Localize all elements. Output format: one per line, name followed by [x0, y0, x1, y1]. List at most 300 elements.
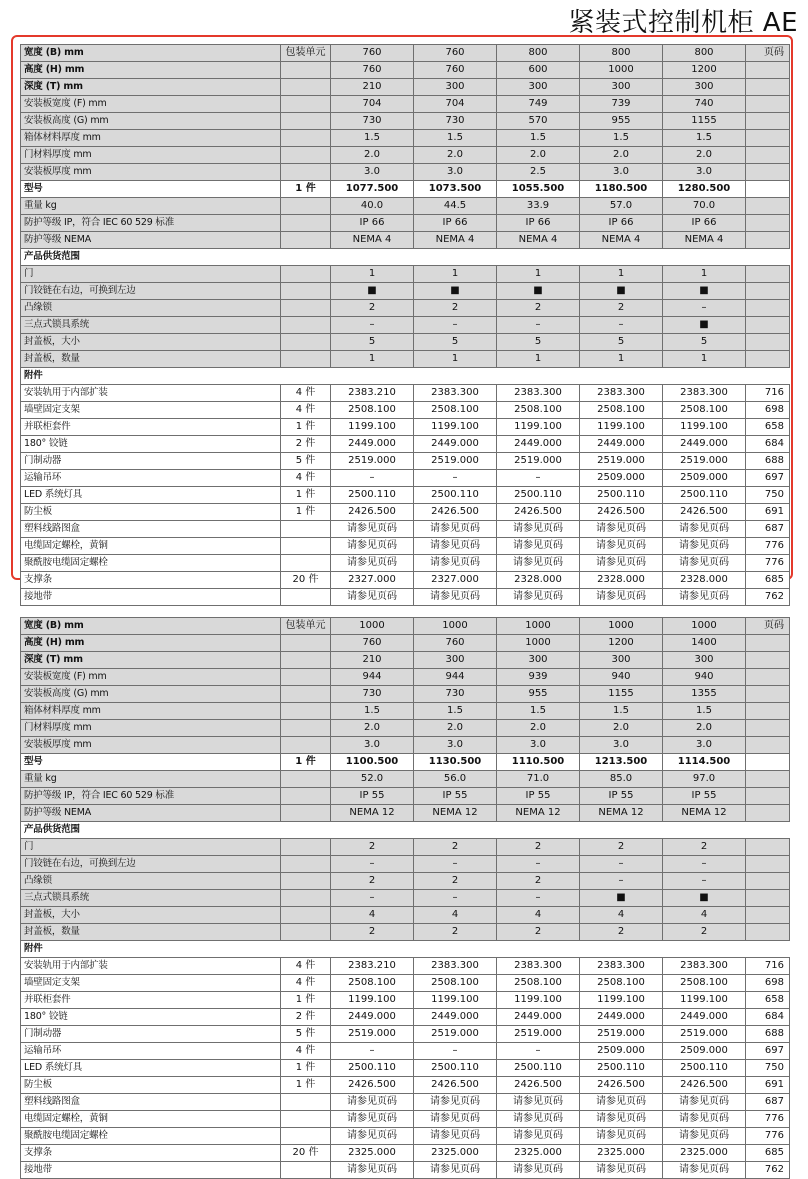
value-cell: 2426.500 — [580, 504, 663, 521]
value-cell: 请参见页码 — [497, 555, 580, 572]
value-cell: IP 55 — [331, 788, 414, 805]
page-ref-cell: 691 — [746, 504, 790, 521]
value-cell: 1100.500 — [331, 754, 414, 771]
scope-row — [21, 890, 790, 907]
empty-cell — [746, 249, 790, 266]
page-ref-cell — [746, 164, 790, 181]
value-cell: 请参见页码 — [663, 589, 746, 606]
value-cell: 760 — [331, 62, 414, 79]
value-cell: 2500.110 — [580, 487, 663, 504]
value-cell: 2500.110 — [331, 487, 414, 504]
value-cell: – — [580, 856, 663, 873]
value-cell: ■ — [663, 317, 746, 334]
value-cell: 2508.100 — [663, 975, 746, 992]
value-cell: 2449.000 — [331, 436, 414, 453]
info-row — [21, 788, 790, 805]
value-cell: NEMA 4 — [497, 232, 580, 249]
packing-unit-cell: 5 件 — [281, 1026, 331, 1043]
scope-section-title: 产品供货范围 — [21, 249, 281, 266]
page-ref-cell — [746, 147, 790, 164]
page-ref-cell: 685 — [746, 1145, 790, 1162]
value-cell: IP 55 — [414, 788, 497, 805]
value-cell: – — [580, 873, 663, 890]
value-cell: 44.5 — [414, 198, 497, 215]
row-label: 支撑条 — [21, 572, 281, 589]
row-label: 防护等级 NEMA — [21, 805, 281, 822]
scope-section-title: 产品供货范围 — [21, 822, 281, 839]
value-cell: 730 — [331, 686, 414, 703]
dimension-row — [21, 669, 790, 686]
packing-unit-cell — [281, 589, 331, 606]
value-cell: 71.0 — [497, 771, 580, 788]
accessories-section-title: 附件 — [21, 941, 281, 958]
value-cell: – — [414, 856, 497, 873]
value-cell: 请参见页码 — [663, 1162, 746, 1179]
value-cell: NEMA 4 — [663, 232, 746, 249]
dimension-row — [21, 96, 790, 113]
value-cell: 940 — [663, 669, 746, 686]
value-cell: 1114.500 — [663, 754, 746, 771]
packing-unit-cell — [281, 215, 331, 232]
value-cell: 1199.100 — [663, 992, 746, 1009]
value-cell: 请参见页码 — [414, 1094, 497, 1111]
value-cell: 2328.000 — [497, 572, 580, 589]
packing-unit-cell — [281, 79, 331, 96]
row-label: 180° 铰链 — [21, 436, 281, 453]
value-cell: 1055.500 — [497, 181, 580, 198]
value-cell: 1.5 — [414, 703, 497, 720]
row-label: 电缆固定螺栓，黄铜 — [21, 538, 281, 555]
value-cell: 5 — [331, 334, 414, 351]
scope-row — [21, 283, 790, 300]
empty-cell — [281, 822, 331, 839]
value-cell: 3.0 — [663, 164, 746, 181]
value-cell: 1.5 — [414, 130, 497, 147]
value-cell: 3.0 — [414, 164, 497, 181]
row-label: 安装板宽度 (F) mm — [21, 96, 281, 113]
packing-unit-cell — [281, 521, 331, 538]
value-cell: 1073.500 — [414, 181, 497, 198]
packing-unit-cell: 1 件 — [281, 1077, 331, 1094]
packing-unit-cell — [281, 538, 331, 555]
page-ref-cell — [746, 788, 790, 805]
value-cell: 1.5 — [580, 130, 663, 147]
row-label: 高度 (H) mm — [21, 62, 281, 79]
value-cell: 1000 — [580, 618, 663, 635]
info-row — [21, 215, 790, 232]
value-cell: 800 — [580, 45, 663, 62]
value-cell: 1000 — [414, 618, 497, 635]
value-cell: 2509.000 — [580, 470, 663, 487]
packing-unit-cell — [281, 686, 331, 703]
packing-unit-cell — [281, 788, 331, 805]
value-cell: 2509.000 — [663, 1043, 746, 1060]
empty-cell — [281, 941, 331, 958]
value-cell: – — [414, 317, 497, 334]
accessory-row — [21, 1094, 790, 1111]
dimension-row — [21, 79, 790, 96]
scope-row — [21, 873, 790, 890]
packing-unit-cell: 2 件 — [281, 1009, 331, 1026]
value-cell: NEMA 12 — [414, 805, 497, 822]
value-cell: 2508.100 — [331, 975, 414, 992]
value-cell: ■ — [331, 283, 414, 300]
value-cell: – — [414, 890, 497, 907]
value-cell: 请参见页码 — [331, 538, 414, 555]
dimension-row — [21, 720, 790, 737]
packing-unit-cell — [281, 113, 331, 130]
value-cell: 2519.000 — [331, 1026, 414, 1043]
scope-row — [21, 317, 790, 334]
value-cell: 939 — [497, 669, 580, 686]
value-cell: – — [663, 873, 746, 890]
row-label: 墙壁固定支架 — [21, 402, 281, 419]
value-cell: IP 66 — [497, 215, 580, 232]
value-cell: 2.5 — [497, 164, 580, 181]
dimension-row — [21, 737, 790, 754]
value-cell: – — [663, 300, 746, 317]
page-ref-cell — [746, 283, 790, 300]
row-label: 凸缘锁 — [21, 873, 281, 890]
value-cell: 请参见页码 — [331, 589, 414, 606]
value-cell: 300 — [663, 79, 746, 96]
value-cell: 3.0 — [663, 737, 746, 754]
packing-unit-cell — [281, 924, 331, 941]
page-ref-cell: 762 — [746, 589, 790, 606]
packing-unit-cell: 包装单元 — [281, 618, 331, 635]
value-cell: 3.0 — [414, 737, 497, 754]
value-cell: 2383.300 — [414, 385, 497, 402]
row-label: 防护等级 IP，符合 IEC 60 529 标准 — [21, 788, 281, 805]
value-cell: 1 — [331, 351, 414, 368]
page-ref-cell — [746, 113, 790, 130]
row-label: 安装轨用于内部扩装 — [21, 958, 281, 975]
page-ref-cell — [746, 181, 790, 198]
model-row — [21, 754, 790, 771]
value-cell: 2508.100 — [497, 975, 580, 992]
value-cell: 2383.210 — [331, 385, 414, 402]
value-cell: 740 — [663, 96, 746, 113]
page-ref-cell: 页码 — [746, 45, 790, 62]
page-ref-cell — [746, 686, 790, 703]
packing-unit-cell — [281, 856, 331, 873]
value-cell: – — [580, 317, 663, 334]
row-label: 墙壁固定支架 — [21, 975, 281, 992]
accessory-row — [21, 1009, 790, 1026]
page-ref-cell: 776 — [746, 538, 790, 555]
info-row — [21, 771, 790, 788]
accessory-row — [21, 487, 790, 504]
value-cell: IP 66 — [663, 215, 746, 232]
packing-unit-cell: 4 件 — [281, 385, 331, 402]
value-cell: NEMA 12 — [331, 805, 414, 822]
value-cell: 2509.000 — [663, 470, 746, 487]
row-label: 支撑条 — [21, 1145, 281, 1162]
value-cell: – — [331, 1043, 414, 1060]
value-cell: 3.0 — [580, 164, 663, 181]
value-cell: 3.0 — [497, 737, 580, 754]
value-cell: 1155 — [663, 113, 746, 130]
page-ref-cell: 698 — [746, 975, 790, 992]
value-cell: 70.0 — [663, 198, 746, 215]
scope-row — [21, 907, 790, 924]
empty-cell — [414, 822, 497, 839]
value-cell: 2383.300 — [414, 958, 497, 975]
value-cell: 请参见页码 — [580, 555, 663, 572]
row-label: 封盖板，数量 — [21, 351, 281, 368]
value-cell: IP 66 — [580, 215, 663, 232]
value-cell: 请参见页码 — [497, 1162, 580, 1179]
page-ref-cell — [746, 907, 790, 924]
value-cell: 请参见页码 — [497, 538, 580, 555]
info-row — [21, 805, 790, 822]
value-cell: 请参见页码 — [580, 1162, 663, 1179]
row-label: 宽度 (B) mm — [21, 45, 281, 62]
row-label: LED 系统灯具 — [21, 487, 281, 504]
value-cell: 760 — [414, 45, 497, 62]
value-cell: 944 — [331, 669, 414, 686]
accessory-row — [21, 521, 790, 538]
value-cell: 1199.100 — [331, 992, 414, 1009]
value-cell: 4 — [331, 907, 414, 924]
value-cell: IP 55 — [497, 788, 580, 805]
value-cell: 2426.500 — [497, 504, 580, 521]
value-cell: 请参见页码 — [580, 1094, 663, 1111]
row-label: 型号 — [21, 754, 281, 771]
value-cell: 2 — [414, 839, 497, 856]
row-label: 封盖板，大小 — [21, 334, 281, 351]
value-cell: 2449.000 — [331, 1009, 414, 1026]
accessory-row — [21, 1111, 790, 1128]
page-ref-cell — [746, 805, 790, 822]
value-cell: 请参见页码 — [580, 538, 663, 555]
value-cell: ■ — [663, 890, 746, 907]
value-cell: – — [331, 317, 414, 334]
value-cell: 2 — [331, 873, 414, 890]
page-ref-cell — [746, 652, 790, 669]
empty-cell — [663, 941, 746, 958]
value-cell: 56.0 — [414, 771, 497, 788]
value-cell: 2 — [497, 300, 580, 317]
scope-row — [21, 856, 790, 873]
header-row — [21, 45, 790, 62]
value-cell: 请参见页码 — [331, 555, 414, 572]
scope-row — [21, 300, 790, 317]
value-cell: 2508.100 — [580, 402, 663, 419]
empty-cell — [580, 941, 663, 958]
row-label: 电缆固定螺栓，黄铜 — [21, 1111, 281, 1128]
page-ref-cell — [746, 754, 790, 771]
value-cell: 2426.500 — [663, 504, 746, 521]
accessories-section — [21, 368, 790, 385]
value-cell: 请参见页码 — [580, 1128, 663, 1145]
page-ref-cell — [746, 839, 790, 856]
value-cell: 2 — [580, 300, 663, 317]
accessory-row — [21, 589, 790, 606]
value-cell: 300 — [497, 652, 580, 669]
value-cell: 2449.000 — [580, 436, 663, 453]
value-cell: 4 — [580, 907, 663, 924]
value-cell: – — [414, 470, 497, 487]
value-cell: 2449.000 — [414, 1009, 497, 1026]
value-cell: 请参见页码 — [414, 1162, 497, 1179]
value-cell: 3.0 — [331, 164, 414, 181]
packing-unit-cell — [281, 164, 331, 181]
page-ref-cell — [746, 232, 790, 249]
packing-unit-cell: 包装单元 — [281, 45, 331, 62]
info-row — [21, 198, 790, 215]
value-cell: 4 — [497, 907, 580, 924]
row-label: 重量 kg — [21, 771, 281, 788]
page-ref-cell: 658 — [746, 419, 790, 436]
value-cell: 1 — [663, 351, 746, 368]
value-cell: 1110.500 — [497, 754, 580, 771]
value-cell: 请参见页码 — [331, 1162, 414, 1179]
value-cell: 1.5 — [580, 703, 663, 720]
packing-unit-cell — [281, 669, 331, 686]
packing-unit-cell — [281, 130, 331, 147]
value-cell: 210 — [331, 79, 414, 96]
value-cell: 1213.500 — [580, 754, 663, 771]
value-cell: 1 — [497, 351, 580, 368]
row-label: 防护等级 NEMA — [21, 232, 281, 249]
value-cell: IP 55 — [580, 788, 663, 805]
page-ref-cell: 687 — [746, 521, 790, 538]
accessories-section — [21, 941, 790, 958]
accessory-row — [21, 504, 790, 521]
value-cell: 请参见页码 — [331, 521, 414, 538]
value-cell: 5 — [414, 334, 497, 351]
value-cell: 2519.000 — [331, 453, 414, 470]
dimension-row — [21, 686, 790, 703]
packing-unit-cell: 1 件 — [281, 181, 331, 198]
value-cell: 2 — [414, 873, 497, 890]
page-ref-cell: 776 — [746, 1128, 790, 1145]
row-label: 门材料厚度 mm — [21, 720, 281, 737]
value-cell: 2383.300 — [580, 958, 663, 975]
value-cell: 4 — [663, 907, 746, 924]
accessory-row — [21, 1077, 790, 1094]
empty-cell — [497, 941, 580, 958]
value-cell: 2449.000 — [663, 436, 746, 453]
value-cell: 749 — [497, 96, 580, 113]
value-cell: 请参见页码 — [414, 1111, 497, 1128]
value-cell: 300 — [580, 79, 663, 96]
value-cell: 请参见页码 — [580, 589, 663, 606]
value-cell: 5 — [580, 334, 663, 351]
row-label: 门材料厚度 mm — [21, 147, 281, 164]
packing-unit-cell — [281, 1094, 331, 1111]
value-cell: ■ — [663, 283, 746, 300]
value-cell: 2327.000 — [331, 572, 414, 589]
value-cell: 1400 — [663, 635, 746, 652]
value-cell: 请参见页码 — [497, 1111, 580, 1128]
value-cell: 2.0 — [497, 720, 580, 737]
value-cell: 2500.110 — [414, 1060, 497, 1077]
page-ref-cell: 776 — [746, 1111, 790, 1128]
page-title: 紧装式控制机柜 AE — [568, 8, 798, 38]
value-cell: 2327.000 — [414, 572, 497, 589]
empty-cell — [414, 368, 497, 385]
value-cell: 2519.000 — [497, 453, 580, 470]
value-cell: ■ — [580, 283, 663, 300]
value-cell: 1.5 — [331, 130, 414, 147]
empty-cell — [414, 941, 497, 958]
packing-unit-cell: 4 件 — [281, 402, 331, 419]
packing-unit-cell — [281, 652, 331, 669]
value-cell: 2508.100 — [414, 975, 497, 992]
scope-row — [21, 924, 790, 941]
empty-cell — [580, 368, 663, 385]
packing-unit-cell: 1 件 — [281, 419, 331, 436]
row-label: 运输吊环 — [21, 470, 281, 487]
value-cell: 请参见页码 — [663, 555, 746, 572]
value-cell: 1000 — [497, 635, 580, 652]
page-ref-cell — [746, 62, 790, 79]
value-cell: 请参见页码 — [414, 1128, 497, 1145]
page-ref-cell: 698 — [746, 402, 790, 419]
value-cell: 请参见页码 — [331, 1111, 414, 1128]
value-cell: 请参见页码 — [414, 589, 497, 606]
value-cell: 2426.500 — [414, 504, 497, 521]
value-cell: 955 — [580, 113, 663, 130]
value-cell: 800 — [497, 45, 580, 62]
scope-row — [21, 351, 790, 368]
packing-unit-cell — [281, 1162, 331, 1179]
scope-row — [21, 839, 790, 856]
empty-cell — [281, 249, 331, 266]
packing-unit-cell: 20 件 — [281, 572, 331, 589]
empty-cell — [331, 368, 414, 385]
row-label: 门铰链在右边，可换到左边 — [21, 856, 281, 873]
value-cell: 请参见页码 — [663, 521, 746, 538]
value-cell: 2519.000 — [414, 1026, 497, 1043]
value-cell: 760 — [331, 635, 414, 652]
page-ref-cell — [746, 635, 790, 652]
accessory-row — [21, 1043, 790, 1060]
packing-unit-cell — [281, 232, 331, 249]
packing-unit-cell — [281, 1111, 331, 1128]
value-cell: 40.0 — [331, 198, 414, 215]
packing-unit-cell — [281, 703, 331, 720]
value-cell: 2325.000 — [331, 1145, 414, 1162]
value-cell: NEMA 4 — [414, 232, 497, 249]
row-label: 接地带 — [21, 589, 281, 606]
row-label: 封盖板，大小 — [21, 907, 281, 924]
packing-unit-cell: 1 件 — [281, 754, 331, 771]
value-cell: 2426.500 — [414, 1077, 497, 1094]
value-cell: 1200 — [580, 635, 663, 652]
value-cell: 940 — [580, 669, 663, 686]
value-cell: 33.9 — [497, 198, 580, 215]
value-cell: – — [663, 856, 746, 873]
value-cell: 1199.100 — [331, 419, 414, 436]
value-cell: 570 — [497, 113, 580, 130]
empty-cell — [331, 249, 414, 266]
value-cell: 3.0 — [331, 737, 414, 754]
row-label: 防尘板 — [21, 1077, 281, 1094]
value-cell: 2383.300 — [663, 385, 746, 402]
value-cell: 2500.110 — [331, 1060, 414, 1077]
value-cell: – — [497, 317, 580, 334]
packing-unit-cell — [281, 907, 331, 924]
page-ref-cell: 687 — [746, 1094, 790, 1111]
value-cell: 1199.100 — [580, 419, 663, 436]
row-label: 门制动器 — [21, 453, 281, 470]
packing-unit-cell — [281, 198, 331, 215]
row-label: 门制动器 — [21, 1026, 281, 1043]
value-cell: 2519.000 — [663, 453, 746, 470]
